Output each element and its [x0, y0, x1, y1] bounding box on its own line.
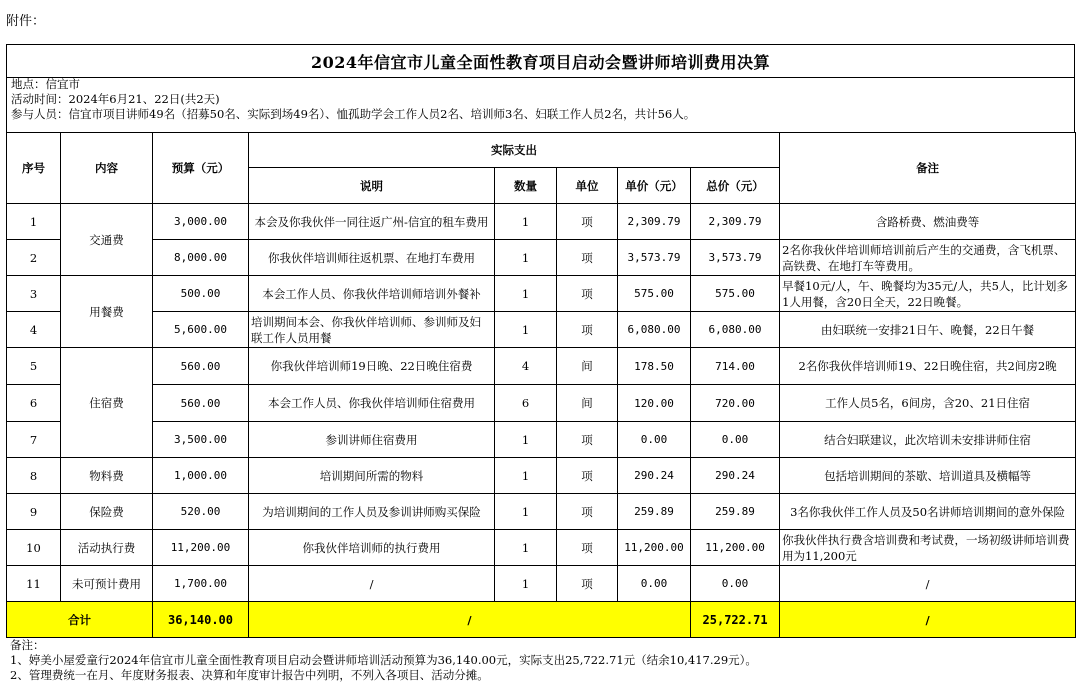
header-budget: 预算（元）	[153, 133, 249, 204]
table-row	[7, 240, 1076, 276]
header-remark: 备注	[780, 133, 1076, 204]
desc-cell: 培训期间所需的物料	[249, 458, 495, 494]
attachment-label: 附件：	[6, 14, 46, 29]
total-cell: 720.00	[691, 385, 780, 422]
total-cell: 259.89	[691, 494, 780, 530]
price-cell: 2,309.79	[618, 204, 691, 240]
notes-block	[6, 638, 1073, 683]
content-cell: 未可预计费用	[61, 566, 153, 602]
table-row	[7, 422, 1076, 458]
total-budget: 36,140.00	[153, 602, 249, 638]
notes-heading: 备注：	[10, 638, 45, 652]
content-cell: 活动执行费	[61, 530, 153, 566]
price-cell: 178.50	[618, 348, 691, 385]
unit-cell: 项	[557, 422, 618, 458]
desc-cell: 本会工作人员、你我伙伴培训师住宿费用	[249, 385, 495, 422]
table-row	[7, 385, 1076, 422]
qty-cell: 6	[495, 385, 557, 422]
qty-cell: 1	[495, 422, 557, 458]
price-cell: 6,080.00	[618, 312, 691, 348]
price-cell: 120.00	[618, 385, 691, 422]
price-cell: 0.00	[618, 566, 691, 602]
qty-cell: 1	[495, 276, 557, 312]
remark-cell: /	[780, 566, 1076, 602]
price-cell: 259.89	[618, 494, 691, 530]
header-seq: 序号	[7, 133, 61, 204]
total-cell: 714.00	[691, 348, 780, 385]
total-label: 合计	[7, 602, 153, 638]
seq-cell: 11	[7, 566, 61, 602]
header-unit-price: 单价（元）	[618, 168, 691, 204]
price-cell: 575.00	[618, 276, 691, 312]
page-title: 2024年信宜市儿童全面性教育项目启动会暨讲师培训费用决算	[6, 44, 1075, 78]
unit-cell: 项	[557, 204, 618, 240]
remark-cell: 你我伙伴执行费含培训费和考试费，一场初级讲师培训费用为11,200元	[780, 530, 1076, 566]
unit-cell: 项	[557, 566, 618, 602]
info-block	[6, 77, 1075, 132]
header-actual: 实际支出	[249, 133, 780, 168]
table-row	[7, 530, 1076, 566]
seq-cell: 5	[7, 348, 61, 385]
total-cell: 0.00	[691, 566, 780, 602]
remark-cell: 由妇联统一安排21日午、晚餐，22日午餐	[780, 312, 1076, 348]
qty-cell: 1	[495, 530, 557, 566]
header-qty: 数量	[495, 168, 557, 204]
unit-cell: 间	[557, 385, 618, 422]
remark-cell: 含路桥费、燃油费等	[780, 204, 1076, 240]
qty-cell: 1	[495, 240, 557, 276]
price-cell: 11,200.00	[618, 530, 691, 566]
content-cell: 保险费	[61, 494, 153, 530]
seq-cell: 3	[7, 276, 61, 312]
seq-cell: 7	[7, 422, 61, 458]
total-cell: 0.00	[691, 422, 780, 458]
qty-cell: 1	[495, 458, 557, 494]
table-row	[7, 276, 1076, 312]
expense-table	[6, 132, 1076, 638]
price-cell: 0.00	[618, 422, 691, 458]
table-row	[7, 348, 1076, 385]
total-actual: 25,722.71	[691, 602, 780, 638]
table-row	[7, 566, 1076, 602]
total-desc: /	[249, 602, 691, 638]
price-cell: 3,573.79	[618, 240, 691, 276]
seq-cell: 10	[7, 530, 61, 566]
desc-cell: 为培训期间的工作人员及参训讲师购买保险	[249, 494, 495, 530]
desc-cell: 本会工作人员、你我伙伴培训师培训外餐补	[249, 276, 495, 312]
budget-cell: 3,000.00	[153, 204, 249, 240]
total-cell: 290.24	[691, 458, 780, 494]
header-unit: 单位	[557, 168, 618, 204]
budget-cell: 560.00	[153, 348, 249, 385]
total-remark: /	[780, 602, 1076, 638]
remark-cell: 结合妇联建议，此次培训未安排讲师住宿	[780, 422, 1076, 458]
header-desc: 说明	[249, 168, 495, 204]
table-row	[7, 458, 1076, 494]
unit-cell: 项	[557, 240, 618, 276]
desc-cell: 本会及你我伙伴一同往返广州-信宜的租车费用	[249, 204, 495, 240]
header-content: 内容	[61, 133, 153, 204]
content-cell: 物料费	[61, 458, 153, 494]
remark-cell: 2名你我伙伴培训师培训前后产生的交通费，含飞机票、高铁费、在地打车等费用。	[780, 240, 1076, 276]
budget-cell: 3,500.00	[153, 422, 249, 458]
desc-cell: 你我伙伴培训师19日晚、22日晚住宿费	[249, 348, 495, 385]
seq-cell: 2	[7, 240, 61, 276]
total-cell: 3,573.79	[691, 240, 780, 276]
remark-cell: 工作人员5名，6间房，含20、21日住宿	[780, 385, 1076, 422]
price-cell: 290.24	[618, 458, 691, 494]
notes-line-1: 1、婷美小屋爱童行2024年信宜市儿童全面性教育项目启动会暨讲师培训活动预算为36,140.00元，实际支出25,722.71元（结余10,417.29元）。	[10, 653, 757, 667]
desc-cell: 你我伙伴培训师往返机票、在地打车费用	[249, 240, 495, 276]
desc-cell: 你我伙伴培训师的执行费用	[249, 530, 495, 566]
table-row	[7, 204, 1076, 240]
budget-cell: 11,200.00	[153, 530, 249, 566]
total-cell: 2,309.79	[691, 204, 780, 240]
unit-cell: 项	[557, 530, 618, 566]
unit-cell: 间	[557, 348, 618, 385]
qty-cell: 1	[495, 204, 557, 240]
total-row	[7, 602, 1076, 638]
location-text: 地点：信宜市	[11, 77, 80, 91]
seq-cell: 9	[7, 494, 61, 530]
seq-cell: 8	[7, 458, 61, 494]
notes-line-2: 2、管理费统一在月、年度财务报表、决算和年度审计报告中列明，不列入各项目、活动分摊。	[10, 668, 489, 682]
budget-cell: 1,000.00	[153, 458, 249, 494]
qty-cell: 4	[495, 348, 557, 385]
seq-cell: 1	[7, 204, 61, 240]
desc-cell: 培训期间本会、你我伙伴培训师、参训师及妇联工作人员用餐	[249, 312, 495, 348]
budget-cell: 5,600.00	[153, 312, 249, 348]
unit-cell: 项	[557, 276, 618, 312]
table-row	[7, 312, 1076, 348]
header-total-price: 总价（元）	[691, 168, 780, 204]
budget-cell: 8,000.00	[153, 240, 249, 276]
total-cell: 6,080.00	[691, 312, 780, 348]
desc-cell: /	[249, 566, 495, 602]
unit-cell: 项	[557, 312, 618, 348]
content-cell: 住宿费	[61, 348, 153, 458]
remark-cell: 3名你我伙伴工作人员及50名讲师培训期间的意外保险	[780, 494, 1076, 530]
qty-cell: 1	[495, 494, 557, 530]
remark-cell: 早餐10元/人，午、晚餐均为35元/人，共5人，比计划多1人用餐，含20日全天，22日晚餐。	[780, 276, 1076, 312]
remark-cell: 2名你我伙伴培训师19、22日晚住宿，共2间房2晚	[780, 348, 1076, 385]
unit-cell: 项	[557, 458, 618, 494]
qty-cell: 1	[495, 312, 557, 348]
budget-cell: 500.00	[153, 276, 249, 312]
table-row	[7, 494, 1076, 530]
content-cell: 用餐费	[61, 276, 153, 348]
time-text: 活动时间：2024年6月21、22日(共2天)	[11, 92, 220, 106]
budget-cell: 560.00	[153, 385, 249, 422]
budget-cell: 1,700.00	[153, 566, 249, 602]
seq-cell: 6	[7, 385, 61, 422]
unit-cell: 项	[557, 494, 618, 530]
content-cell: 交通费	[61, 204, 153, 276]
total-cell: 575.00	[691, 276, 780, 312]
remark-cell: 包括培训期间的茶歇、培训道具及横幅等	[780, 458, 1076, 494]
budget-cell: 520.00	[153, 494, 249, 530]
desc-cell: 参训讲师住宿费用	[249, 422, 495, 458]
qty-cell: 1	[495, 566, 557, 602]
total-cell: 11,200.00	[691, 530, 780, 566]
seq-cell: 4	[7, 312, 61, 348]
header-row	[7, 133, 1076, 168]
participants-text: 参与人员：信宜市项目讲师49名（招募50名、实际到场49名）、恤孤助学会工作人员2名、培训师3名、妇联工作人员2名，共计56人。	[11, 107, 696, 121]
